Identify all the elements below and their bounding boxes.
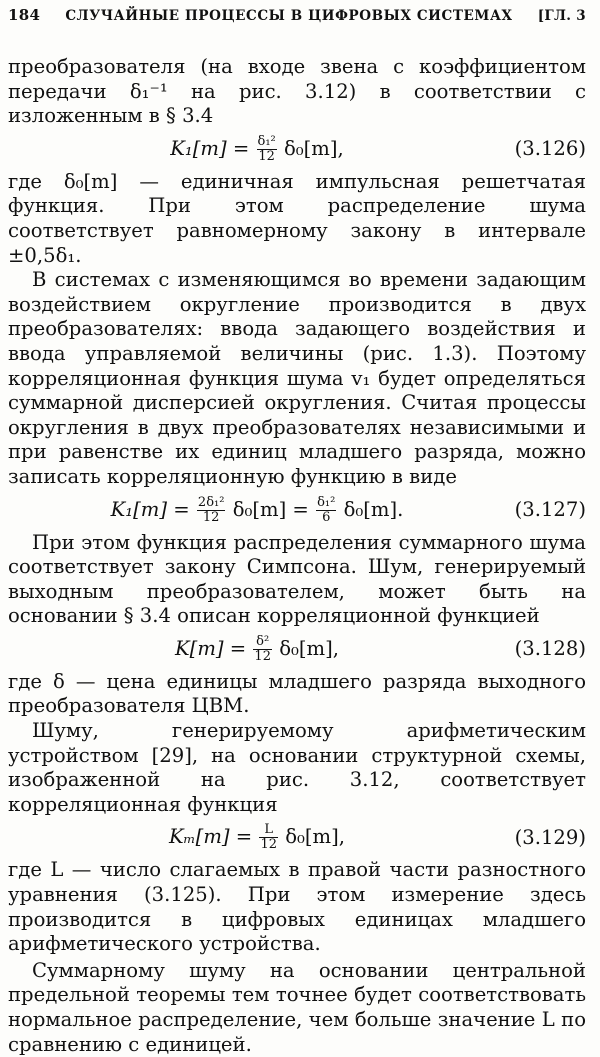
eq127-mid: δ₀[m] = (232, 497, 309, 521)
paragraph-8: Суммарному шуму на основании центральной предельной теоремы тем точнее будет соответствовать нормальное распределение, чем больше значение L по сравнению с единицей. (8, 958, 586, 1056)
paragraph-4: При этом функция распределения суммарного шума соответствует закону Симпсона. Шум, генерируемый выходным преобразователем, может быть на основании § 3.4 описан корреляционной функцией (8, 530, 586, 628)
paragraph-6: Шуму, генерируемому арифметическим устройством [29], на основании структурной схемы, изображенной на рис. 3.12, соответствует корреляционная функция (8, 719, 586, 816)
equation-3-128 (8, 635, 586, 664)
eq126-lhs: K₁[m] = (170, 136, 250, 160)
eq127-den-1: 12 (202, 509, 220, 525)
eq127-num-1: 2δ₁² (197, 494, 225, 510)
eq129-lhs: Kₘ[m] = (169, 825, 253, 849)
eq129-rhs: δ₀[m], (285, 825, 345, 849)
eq127-den-2: 6 (322, 509, 331, 525)
equation-3-127 (8, 496, 586, 525)
paragraph-3: В системах с изменяющимся во времени задающим воздействием округление производится в двух преобразователях: ввода задающего воздействия и ввода управляемой величины (рис. 1.3). Поэтому корреляционная функция шума v₁ будет определяться суммарной дисперсией округления. Считая процессы округления в двух преобразователях независимыми и при равенстве их единиц младшего разряда, можно записать корреляционную функцию в виде (8, 268, 586, 488)
paragraph-2: где δ₀[m] — единичная импульсная решетчатая функция. При этом распределение шума соответствует равномерному закону в интервале ±0,5δ₁. (8, 169, 586, 267)
equation-number-3-126: (3.126) (514, 136, 586, 160)
eq129-den: 12 (260, 837, 277, 853)
running-title: СЛУЧАЙНЫЕ ПРОЦЕССЫ В ЦИФРОВЫХ СИСТЕМАХ (65, 8, 513, 24)
equation-3-127-body (8, 496, 506, 525)
eq126-fraction (257, 135, 277, 164)
page-body (8, 55, 586, 1057)
eq126-rhs: δ₀[m], (283, 136, 344, 160)
equation-3-126 (8, 135, 586, 164)
paragraph-1: преобразователя (на входе звена с коэффициентом передачи δ₁⁻¹ на рис. 3.12) в соответствии с изложенным в § 3.4 (8, 55, 586, 128)
eq127-fraction-1 (197, 496, 226, 525)
equation-3-129 (8, 823, 586, 852)
equation-number-3-127: (3.127) (514, 497, 586, 521)
page-number: 184 (8, 6, 41, 24)
eq126-num: δ₁² (257, 133, 276, 149)
eq128-num: δ² (253, 635, 272, 650)
eq128-fraction (253, 635, 272, 664)
chapter-marker: [ГЛ. 3 (537, 8, 586, 24)
equation-number-3-129: (3.129) (514, 825, 586, 849)
paragraph-5: где δ — цена единицы младшего разряда выходного преобразователя ЦВМ. (8, 669, 586, 718)
paragraph-7: где L — число слагаемых в правой части разностного уравнения (3.125). При этом измерение здесь производится в цифровых единицах младшего арифметического устройства. (8, 858, 586, 956)
eq127-fraction-2 (316, 496, 336, 525)
equation-3-126-body (8, 135, 506, 164)
eq128-den: 12 (254, 648, 271, 664)
equation-number-3-128: (3.128) (514, 637, 586, 661)
equation-3-128-body (8, 635, 506, 664)
eq127-num-2: δ₁² (317, 494, 336, 510)
eq127-lhs: K₁[m] = (110, 497, 190, 521)
eq129-fraction (259, 823, 278, 852)
eq128-lhs: K[m] = (175, 636, 247, 660)
equation-3-129-body (8, 823, 506, 852)
eq128-rhs: δ₀[m], (279, 636, 339, 660)
eq126-den: 12 (258, 148, 275, 164)
eq129-num: L (259, 823, 278, 838)
eq127-rhs: δ₀[m]. (343, 497, 404, 521)
running-header (8, 4, 586, 27)
